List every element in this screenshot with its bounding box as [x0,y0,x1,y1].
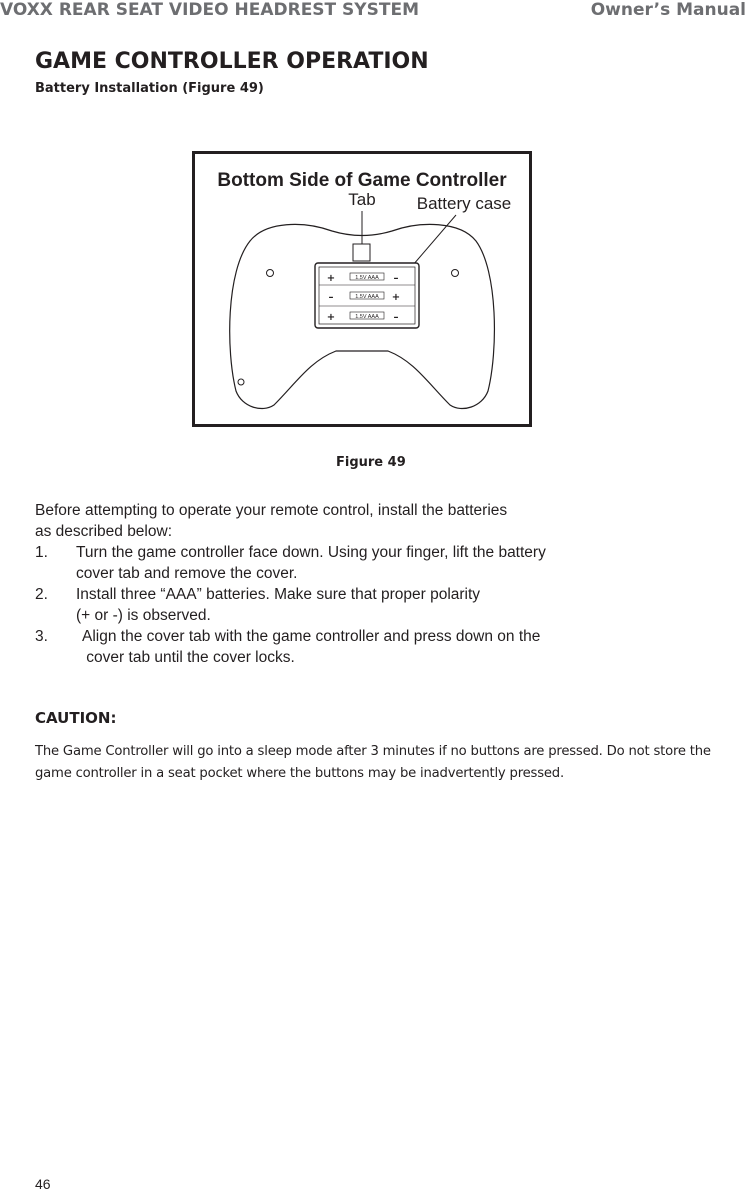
step-number: 1. [35,544,48,561]
intro-line-2: as described below: [35,523,172,540]
label-battery-case: Battery case [416,194,512,213]
svg-text:1.5V AAA: 1.5V AAA [355,275,379,281]
plus-sign: + [326,273,336,284]
figure-caption-text: Figure 49 [336,455,406,470]
step-text-line: cover tab and remove the cover. [76,565,298,582]
caution-text: The Game Controller will go into a sleep mode after 3 minutes if no buttons are pressed. Do not store the game controller in a seat pocket where the buttons may be inadvertently pressed. [35,744,711,781]
label-tab: Tab [348,190,376,209]
minus-sign: – [328,292,334,303]
step-number: 3. [35,628,48,645]
section-title: GAME CONTROLLER OPERATION [35,49,429,74]
intro-line-1: Before attempting to operate your remote control, install the batteries [35,502,508,519]
page-header [0,0,746,24]
step-text-line: Align the cover tab with the game controller and press down on the [82,628,541,645]
step-text-line: Install three “AAA” batteries. Make sure that proper polarity [76,586,481,603]
header-owners-manual: Owner’s Manual [590,0,746,20]
step-1 [35,542,725,584]
plus-sign: + [326,312,336,323]
step-text-line: Turn the game controller face down. Using your finger, lift the battery [76,544,546,561]
step-number: 2. [35,586,48,603]
caution-title: CAUTION: [35,709,117,727]
minus-sign: – [393,312,399,323]
instructions [35,500,725,668]
cover-tab [353,244,370,261]
figure-title: Bottom Side of Game Controller [217,170,507,191]
subsection-title: Battery Installation (Figure 49) [35,81,264,96]
plus-sign: + [391,292,401,303]
step-text-line: cover tab until the cover locks. [82,649,295,666]
figure-49-controller-diagram [192,151,532,427]
step-3 [35,626,725,668]
svg-text:1.5V AAA: 1.5V AAA [355,314,379,320]
svg-text:1.5V AAA: 1.5V AAA [355,294,379,300]
step-2 [35,584,725,626]
step-text-line: (+ or -) is observed. [76,607,211,624]
page-number: 46 [35,1176,51,1192]
header-manual-title: VOXX REAR SEAT VIDEO HEADREST SYSTEM [0,0,419,20]
minus-sign: – [393,273,399,284]
